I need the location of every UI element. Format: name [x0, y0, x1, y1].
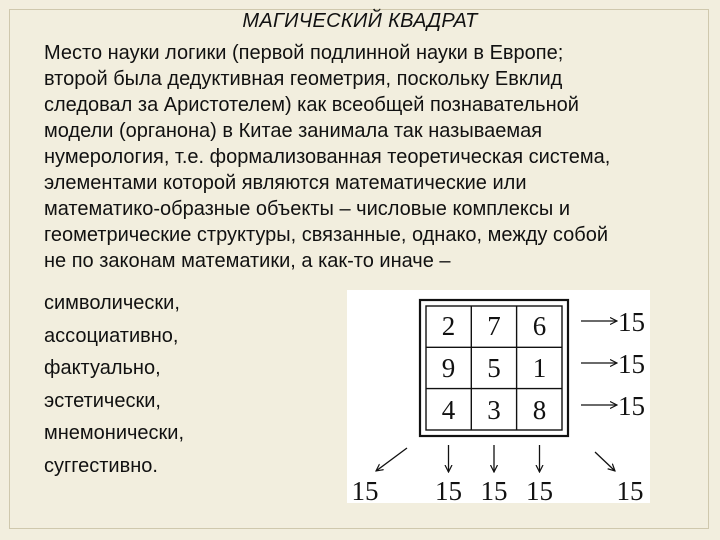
paragraph-line: элементами которой являются математические или — [44, 172, 527, 194]
paragraph-line: модели (органона) в Китае занимала так называемая — [44, 120, 543, 142]
list-item: фактуально, — [44, 357, 161, 380]
diagonal-sum-arrow — [376, 448, 407, 471]
cell-value: 4 — [441, 395, 456, 425]
cell-value: 1 — [532, 353, 547, 383]
list-item: символически, — [44, 292, 180, 314]
magic-square-figure — [347, 290, 650, 503]
body-paragraph — [44, 40, 704, 274]
cell-value: 9 — [441, 353, 456, 383]
slide-title: МАГИЧЕСКИЙ КВАДРАТ — [242, 10, 478, 32]
list-item: мнемонически, — [44, 422, 185, 445]
paragraph-line: второй была дедуктивная геометрия, поскольку Евклид — [44, 68, 563, 90]
paragraph-line: геометрические структуры, связанные, однако, между собой — [44, 224, 609, 246]
cell-value: 5 — [487, 353, 501, 383]
bottom-sum: 15 — [616, 476, 644, 503]
list-item: суггестивно. — [44, 454, 158, 477]
cell-value: 7 — [487, 311, 501, 341]
paragraph-line: Место науки логики (первой подлинной науки в Европе; — [44, 42, 564, 64]
list-item: ассоциативно, — [44, 324, 179, 347]
modes-list — [44, 287, 344, 483]
list-item: эстетически, — [44, 389, 161, 412]
diagonal-sum-arrow — [595, 452, 615, 471]
paragraph-line: математико-образные объекты – числовые комплексы и — [44, 198, 571, 220]
bottom-sum: 15 — [526, 476, 553, 503]
bottom-sum: 15 — [480, 476, 508, 503]
paragraph-line: не по законам математики, а как-то иначе – — [44, 250, 451, 272]
row-sum: 15 — [618, 391, 645, 421]
bottom-sum: 15 — [435, 476, 462, 503]
cell-value: 3 — [487, 395, 501, 425]
cell-value: 6 — [532, 311, 547, 341]
cell-value: 8 — [532, 395, 547, 425]
magic-square-diagram — [347, 290, 650, 503]
row-sum: 15 — [618, 307, 645, 337]
bottom-sum: 15 — [351, 476, 379, 503]
row-sum: 15 — [618, 349, 645, 379]
paragraph-line: следовал за Аристотелем) как всеобщей познавательной — [44, 94, 579, 116]
paragraph-line: нумерология, т.е. формализованная теоретическая система, — [44, 146, 611, 168]
cell-value: 2 — [441, 311, 456, 341]
